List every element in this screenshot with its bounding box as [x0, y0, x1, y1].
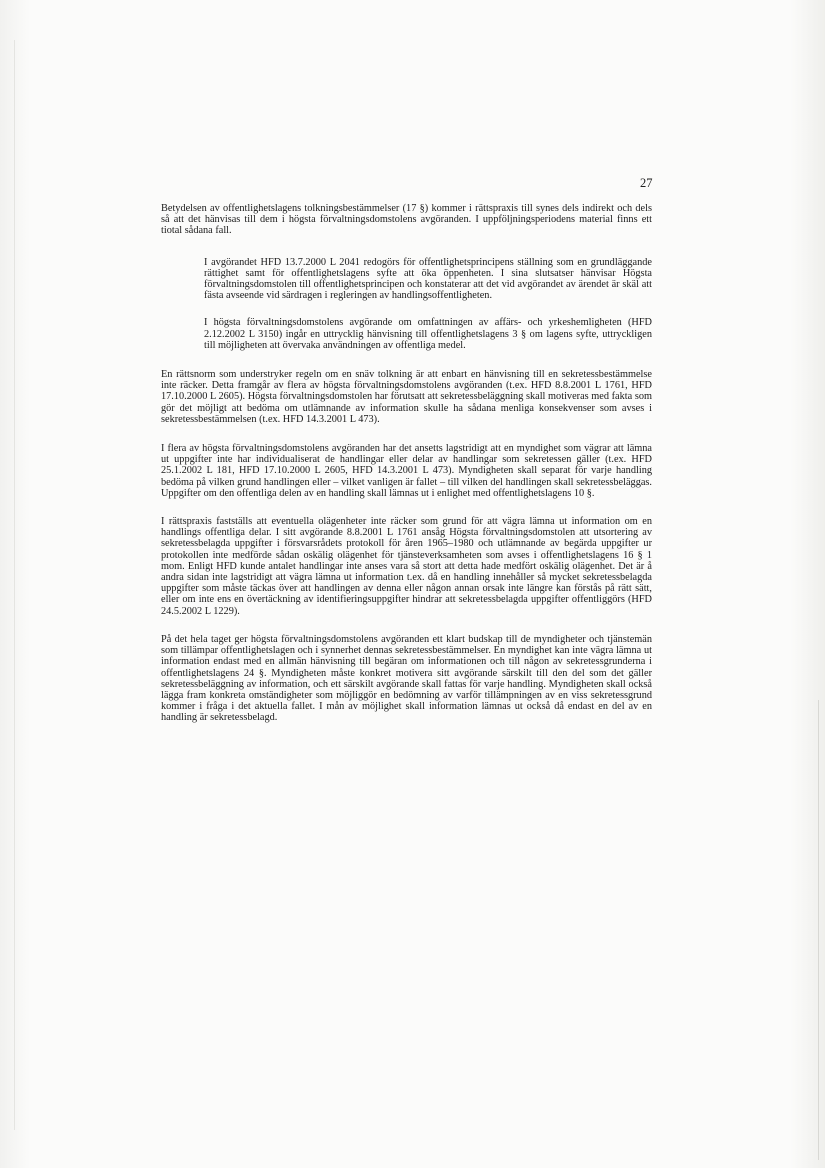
paragraph-hfd-3150: I högsta förvaltningsdomstolens avgörande om omfattningen av affärs- och yrkeshemligheten (HFD 2.12.2002 L 3150) ingår en uttrycklig hänvisning till offentlighetslagens 3 § om lagens syfte, uttryckligen till möjligheten att övervaka användningen av offentliga medel.: [204, 317, 652, 351]
paragraph-narrow-interpretation: En rättsnorm som understryker regeln om en snäv tolkning är att enbart en hänvisning till en sekretessbestämmelse inte räcker. Detta framgår av flera av högsta förvaltningsdomstolens avgöranden (t.ex. HFD 8.8.2001 L 1761, HFD 17.10.2000 L 2605). Högsta förvaltningsdomstolen har förutsatt att sekretessbeläggning skall motiveras med fakta som gör det möjligt att bedöma om utlämnande av information skulle ha sådana menliga konsekvenser som avses i sekretessbestämmelsen (t.ex. HFD 14.3.2001 L 473).: [161, 369, 652, 425]
paragraph-inconvenience: I rättspraxis fastställs att eventuella olägenheter inte räcker som grund för att vägra lämna ut information om en handlings offentliga delar. I sitt avgörande 8.8.2001 L 1761 ansåg Högsta förvaltningsdomstolen att utsortering av sekretessbelagda uppgifter i försvarsrådets protokoll för åren 1965–1980 och utlämnande av begärda uppgifter ur protokollen inte medförde sådan oskälig olägenhet för tjänsteverksamheten som avses i offentlighetslagens 16 § 1 mom. Enligt HFD kunde antalet handlingar inte anses vara så stort att detta hade medfört oskälig olägenhet. Det är å andra sidan inte lagstridigt att vägra lämna ut information t.ex. då en handling innehåller så mycket sekretessbelagda uppgifter som måste täckas över att handlingen av denna eller någon annan orsak inte längre kan förstås på rätt sätt, eller om inte ens en övertäckning av identifieringsuppgifter hindrar att sekretessbelagda uppgifter offentliggörs (HFD 24.5.2002 L 1229).: [161, 516, 652, 617]
document-body: [161, 203, 652, 724]
scan-edge-right: [818, 700, 819, 1160]
paragraph-individualisation: I flera av högsta förvaltningsdomstolens avgöranden har det ansetts lagstridigt att en myndighet som vägrar att lämna ut uppgifter inte har individualiserat de handlingar eller delar av handlingar som sekretessen gäller (t.ex. HFD 25.1.2002 L 181, HFD 17.10.2000 L 2605, HFD 14.3.2001 L 473). Myndigheten skall separat för varje handling bedöma på vilken grund handlingen eller – vilket vanligen är fallet – till vilken del handlingen skall sekretessbeläggas. Uppgifter om den offentliga delen av en handling skall lämnas ut i enlighet med offentlighetslagens 10 §.: [161, 443, 652, 499]
page-number: 27: [640, 176, 653, 190]
paragraph-intro: Betydelsen av offentlighetslagens tolkningsbestämmelser (17 §) kommer i rättspraxis till synes dels indirekt och dels så att det hänvisas till dem i högsta förvaltningsdomstolens avgöranden. I uppföljningsperiodens material finns ett tiotal sådana fall.: [161, 203, 652, 237]
scan-edge-left: [14, 40, 15, 1130]
paragraph-hfd-2041: I avgörandet HFD 13.7.2000 L 2041 redogörs för offentlighetsprincipens ställning som en grundläggande rättighet samt för offentlighetslagens syfte att öka öppenheten. I sina slutsatser hänvisar Högsta förvaltningsdomstolen till offentlighetsprincipen och konstaterar att det vid avgörandet av ärendet är skäl att fästa avseende vid särdragen i regleringen av handlingsoffentligheten.: [204, 256, 652, 302]
paragraph-conclusion: På det hela taget ger högsta förvaltningsdomstolens avgöranden ett klart budskap till de myndigheter och tjänstemän som tillämpar offentlighetslagen och i synnerhet dennas sekretessbestämmelser. En myndighet kan inte vägra lämna ut information endast med en allmän hänvisning till begäran om informationen och till någon av sekretessgrunderna i offentlighetslagens 24 §. Myndigheten måste konkret motivera sitt avgörande särskilt till den del som det gäller sekretessbeläggning av information, och ett särskilt avgörande skall fattas för varje handling. Myndigheten skall också lägga fram konkreta omständigheter som möjliggör en bedömning av varför tillämpningen av en viss sekretessgrund kommer i fråga i det aktuella fallet. I mån av möjlighet skall information lämnas ut också då endast en del av en handling är sekretessbelagd.: [161, 633, 652, 724]
